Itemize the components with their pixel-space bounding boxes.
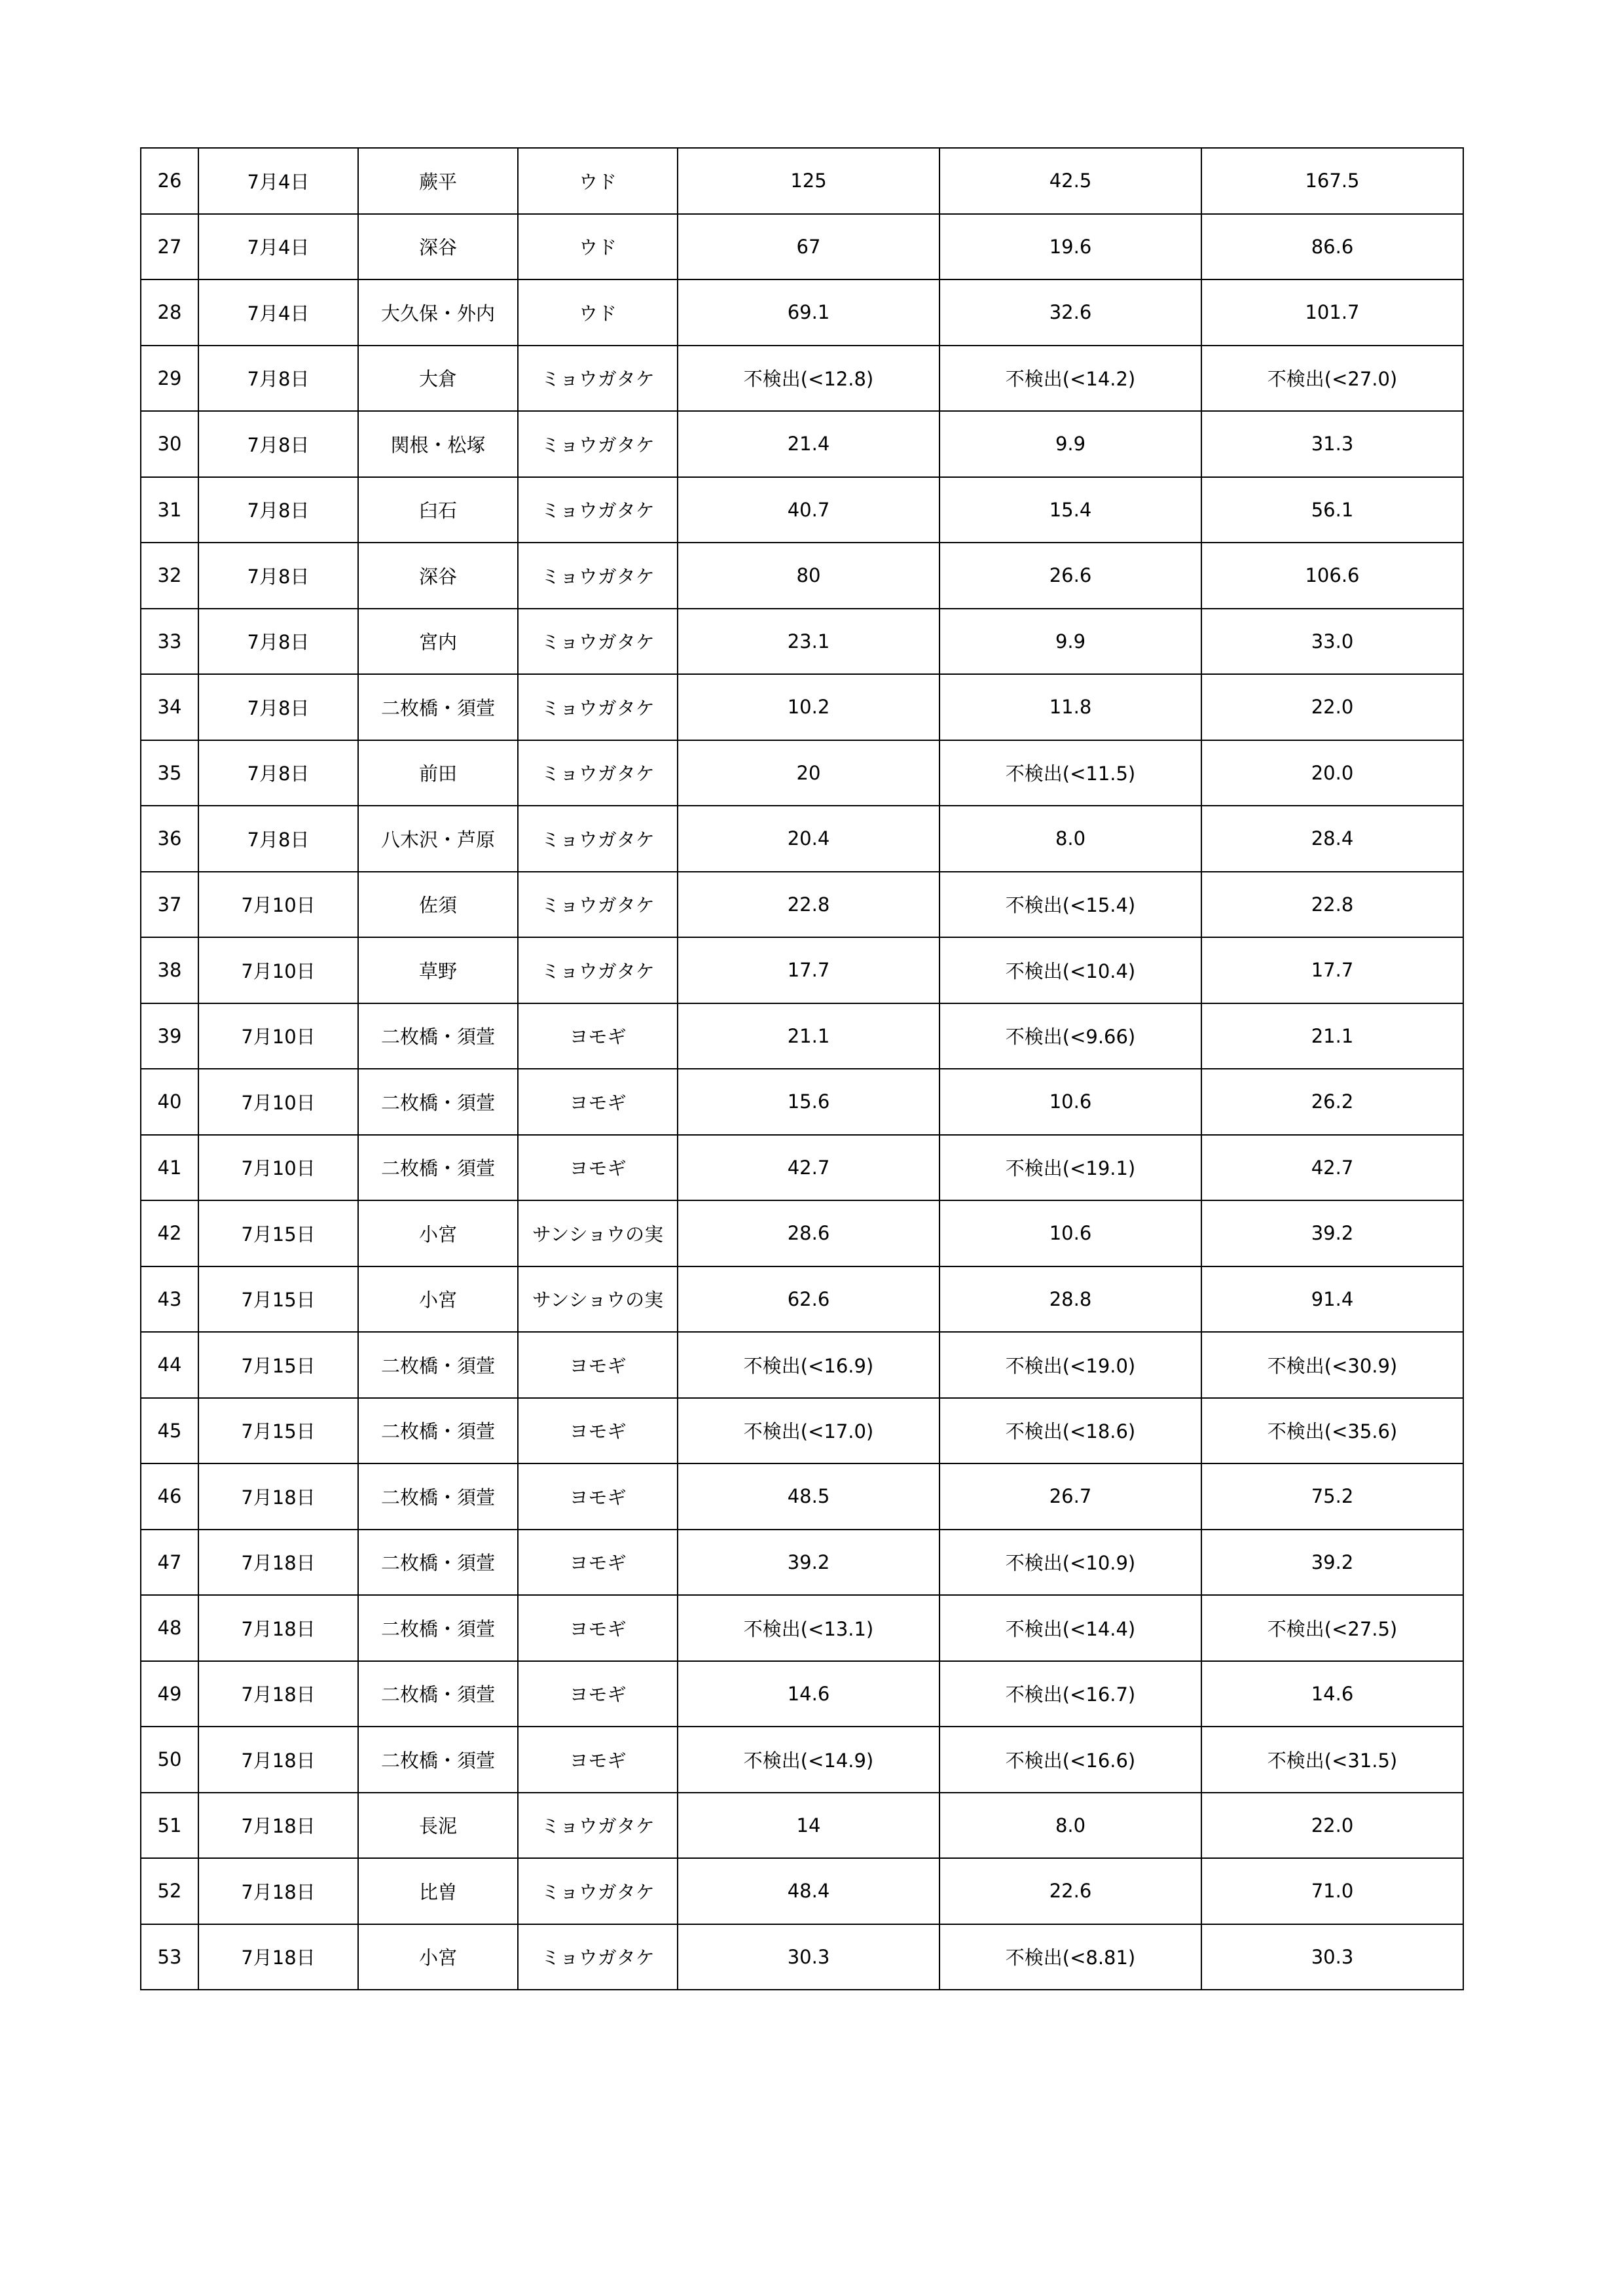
cell-item: ミョウガタケ bbox=[518, 1793, 678, 1859]
cell-date: 7月10日 bbox=[198, 1003, 358, 1069]
cell-value-1: 30.3 bbox=[678, 1924, 939, 1990]
cell-value-1: 67 bbox=[678, 214, 939, 280]
cell-value-1: 15.6 bbox=[678, 1069, 939, 1135]
cell-value-3: 86.6 bbox=[1201, 214, 1463, 280]
cell-item: ミョウガタケ bbox=[518, 1924, 678, 1990]
cell-number: 36 bbox=[141, 806, 198, 872]
cell-value-3: 17.7 bbox=[1201, 937, 1463, 1003]
cell-area: 小宮 bbox=[358, 1924, 518, 1990]
cell-date: 7月10日 bbox=[198, 1135, 358, 1201]
cell-value-2: 28.8 bbox=[939, 1266, 1201, 1333]
cell-value-2: 不検出(<16.7) bbox=[939, 1661, 1201, 1727]
cell-date: 7月18日 bbox=[198, 1793, 358, 1859]
cell-value-2: 22.6 bbox=[939, 1858, 1201, 1924]
cell-number: 46 bbox=[141, 1463, 198, 1530]
cell-item: ミョウガタケ bbox=[518, 937, 678, 1003]
table-body bbox=[141, 148, 1463, 1990]
cell-value-2: 26.7 bbox=[939, 1463, 1201, 1530]
cell-item: ヨモギ bbox=[518, 1398, 678, 1464]
cell-item: ヨモギ bbox=[518, 1595, 678, 1661]
cell-area: 二枚橋・須萱 bbox=[358, 1530, 518, 1596]
cell-area: 二枚橋・須萱 bbox=[358, 1135, 518, 1201]
cell-value-3: 75.2 bbox=[1201, 1463, 1463, 1530]
cell-value-3: 不検出(<30.9) bbox=[1201, 1332, 1463, 1398]
cell-number: 41 bbox=[141, 1135, 198, 1201]
cell-value-1: 21.4 bbox=[678, 411, 939, 477]
cell-date: 7月18日 bbox=[198, 1858, 358, 1924]
table-row bbox=[141, 1530, 1463, 1596]
results-table bbox=[140, 147, 1464, 1990]
cell-date: 7月18日 bbox=[198, 1463, 358, 1530]
cell-value-1: 80 bbox=[678, 543, 939, 609]
cell-number: 26 bbox=[141, 148, 198, 214]
cell-value-1: 48.5 bbox=[678, 1463, 939, 1530]
cell-value-1: 不検出(<17.0) bbox=[678, 1398, 939, 1464]
cell-value-3: 39.2 bbox=[1201, 1200, 1463, 1266]
cell-area: 二枚橋・須萱 bbox=[358, 1398, 518, 1464]
cell-value-3: 22.8 bbox=[1201, 872, 1463, 938]
cell-value-2: 不検出(<10.9) bbox=[939, 1530, 1201, 1596]
cell-value-2: 11.8 bbox=[939, 674, 1201, 740]
cell-item: ヨモギ bbox=[518, 1727, 678, 1793]
cell-date: 7月18日 bbox=[198, 1727, 358, 1793]
cell-value-2: 9.9 bbox=[939, 411, 1201, 477]
cell-value-1: 22.8 bbox=[678, 872, 939, 938]
cell-number: 28 bbox=[141, 279, 198, 346]
table-row bbox=[141, 346, 1463, 412]
cell-value-3: 42.7 bbox=[1201, 1135, 1463, 1201]
cell-date: 7月8日 bbox=[198, 346, 358, 412]
table-row bbox=[141, 740, 1463, 806]
cell-number: 32 bbox=[141, 543, 198, 609]
table-row bbox=[141, 1661, 1463, 1727]
cell-value-2: 不検出(<19.1) bbox=[939, 1135, 1201, 1201]
cell-value-2: 26.6 bbox=[939, 543, 1201, 609]
cell-value-3: 不検出(<31.5) bbox=[1201, 1727, 1463, 1793]
cell-area: 宮内 bbox=[358, 609, 518, 675]
cell-area: 八木沢・芦原 bbox=[358, 806, 518, 872]
table-row bbox=[141, 806, 1463, 872]
cell-value-3: 30.3 bbox=[1201, 1924, 1463, 1990]
cell-item: ヨモギ bbox=[518, 1135, 678, 1201]
cell-number: 34 bbox=[141, 674, 198, 740]
cell-value-1: 42.7 bbox=[678, 1135, 939, 1201]
cell-value-2: 不検出(<10.4) bbox=[939, 937, 1201, 1003]
table-row bbox=[141, 1003, 1463, 1069]
cell-area: 二枚橋・須萱 bbox=[358, 1069, 518, 1135]
cell-item: ヨモギ bbox=[518, 1530, 678, 1596]
cell-item: ヨモギ bbox=[518, 1003, 678, 1069]
cell-value-2: 不検出(<14.4) bbox=[939, 1595, 1201, 1661]
cell-value-2: 9.9 bbox=[939, 609, 1201, 675]
cell-value-2: 不検出(<11.5) bbox=[939, 740, 1201, 806]
cell-value-1: 69.1 bbox=[678, 279, 939, 346]
cell-date: 7月15日 bbox=[198, 1398, 358, 1464]
cell-number: 48 bbox=[141, 1595, 198, 1661]
cell-date: 7月8日 bbox=[198, 609, 358, 675]
table-row bbox=[141, 1858, 1463, 1924]
cell-value-2: 32.6 bbox=[939, 279, 1201, 346]
cell-value-1: 不検出(<14.9) bbox=[678, 1727, 939, 1793]
cell-number: 29 bbox=[141, 346, 198, 412]
cell-value-1: 23.1 bbox=[678, 609, 939, 675]
cell-value-3: 28.4 bbox=[1201, 806, 1463, 872]
cell-number: 52 bbox=[141, 1858, 198, 1924]
table-row bbox=[141, 1069, 1463, 1135]
cell-value-3: 22.0 bbox=[1201, 674, 1463, 740]
cell-value-2: 8.0 bbox=[939, 806, 1201, 872]
cell-item: ミョウガタケ bbox=[518, 609, 678, 675]
cell-item: ヨモギ bbox=[518, 1661, 678, 1727]
cell-value-1: 20.4 bbox=[678, 806, 939, 872]
cell-value-3: 39.2 bbox=[1201, 1530, 1463, 1596]
cell-number: 50 bbox=[141, 1727, 198, 1793]
cell-number: 37 bbox=[141, 872, 198, 938]
cell-value-3: 14.6 bbox=[1201, 1661, 1463, 1727]
cell-value-3: 21.1 bbox=[1201, 1003, 1463, 1069]
cell-value-1: 48.4 bbox=[678, 1858, 939, 1924]
cell-item: ミョウガタケ bbox=[518, 411, 678, 477]
cell-value-3: 33.0 bbox=[1201, 609, 1463, 675]
cell-value-2: 不検出(<19.0) bbox=[939, 1332, 1201, 1398]
cell-value-3: 56.1 bbox=[1201, 477, 1463, 543]
cell-item: サンショウの実 bbox=[518, 1266, 678, 1333]
cell-number: 31 bbox=[141, 477, 198, 543]
table-row bbox=[141, 279, 1463, 346]
cell-item: ヨモギ bbox=[518, 1463, 678, 1530]
cell-area: 大倉 bbox=[358, 346, 518, 412]
cell-date: 7月10日 bbox=[198, 872, 358, 938]
cell-number: 38 bbox=[141, 937, 198, 1003]
cell-value-3: 31.3 bbox=[1201, 411, 1463, 477]
table-row bbox=[141, 1793, 1463, 1859]
cell-number: 45 bbox=[141, 1398, 198, 1464]
table-row bbox=[141, 1332, 1463, 1398]
cell-number: 27 bbox=[141, 214, 198, 280]
table-row bbox=[141, 872, 1463, 938]
cell-value-1: 10.2 bbox=[678, 674, 939, 740]
cell-value-1: 不検出(<12.8) bbox=[678, 346, 939, 412]
cell-value-3: 不検出(<35.6) bbox=[1201, 1398, 1463, 1464]
cell-item: ウド bbox=[518, 279, 678, 346]
cell-item: ミョウガタケ bbox=[518, 346, 678, 412]
table-row bbox=[141, 1595, 1463, 1661]
cell-item: ミョウガタケ bbox=[518, 477, 678, 543]
cell-number: 53 bbox=[141, 1924, 198, 1990]
cell-date: 7月18日 bbox=[198, 1595, 358, 1661]
table-row bbox=[141, 411, 1463, 477]
cell-value-3: 20.0 bbox=[1201, 740, 1463, 806]
cell-number: 33 bbox=[141, 609, 198, 675]
cell-number: 35 bbox=[141, 740, 198, 806]
cell-value-1: 不検出(<13.1) bbox=[678, 1595, 939, 1661]
cell-area: 臼石 bbox=[358, 477, 518, 543]
cell-item: ヨモギ bbox=[518, 1332, 678, 1398]
cell-value-2: 不検出(<18.6) bbox=[939, 1398, 1201, 1464]
cell-value-2: 不検出(<9.66) bbox=[939, 1003, 1201, 1069]
cell-date: 7月4日 bbox=[198, 279, 358, 346]
cell-value-2: 不検出(<15.4) bbox=[939, 872, 1201, 938]
cell-value-1: 21.1 bbox=[678, 1003, 939, 1069]
cell-date: 7月15日 bbox=[198, 1332, 358, 1398]
cell-value-3: 91.4 bbox=[1201, 1266, 1463, 1333]
cell-value-3: 71.0 bbox=[1201, 1858, 1463, 1924]
cell-date: 7月4日 bbox=[198, 148, 358, 214]
cell-value-2: 不検出(<16.6) bbox=[939, 1727, 1201, 1793]
cell-area: 蕨平 bbox=[358, 148, 518, 214]
cell-date: 7月8日 bbox=[198, 411, 358, 477]
cell-item: ウド bbox=[518, 148, 678, 214]
cell-value-1: 39.2 bbox=[678, 1530, 939, 1596]
cell-area: 草野 bbox=[358, 937, 518, 1003]
cell-value-1: 40.7 bbox=[678, 477, 939, 543]
cell-area: 二枚橋・須萱 bbox=[358, 1727, 518, 1793]
cell-area: 比曽 bbox=[358, 1858, 518, 1924]
cell-item: ミョウガタケ bbox=[518, 543, 678, 609]
cell-number: 40 bbox=[141, 1069, 198, 1135]
cell-value-1: 不検出(<16.9) bbox=[678, 1332, 939, 1398]
table-row bbox=[141, 1398, 1463, 1464]
cell-number: 30 bbox=[141, 411, 198, 477]
cell-number: 44 bbox=[141, 1332, 198, 1398]
cell-number: 42 bbox=[141, 1200, 198, 1266]
cell-area: 二枚橋・須萱 bbox=[358, 674, 518, 740]
cell-value-2: 不検出(<14.2) bbox=[939, 346, 1201, 412]
cell-value-1: 14.6 bbox=[678, 1661, 939, 1727]
cell-value-3: 167.5 bbox=[1201, 148, 1463, 214]
cell-value-1: 125 bbox=[678, 148, 939, 214]
cell-date: 7月18日 bbox=[198, 1661, 358, 1727]
cell-date: 7月18日 bbox=[198, 1530, 358, 1596]
cell-area: 二枚橋・須萱 bbox=[358, 1595, 518, 1661]
cell-value-1: 20 bbox=[678, 740, 939, 806]
table-row bbox=[141, 1135, 1463, 1201]
cell-item: ミョウガタケ bbox=[518, 1858, 678, 1924]
table-row bbox=[141, 148, 1463, 214]
cell-area: 佐須 bbox=[358, 872, 518, 938]
table-row bbox=[141, 1463, 1463, 1530]
cell-area: 深谷 bbox=[358, 214, 518, 280]
cell-value-1: 14 bbox=[678, 1793, 939, 1859]
cell-area: 二枚橋・須萱 bbox=[358, 1661, 518, 1727]
cell-area: 小宮 bbox=[358, 1266, 518, 1333]
cell-item: ミョウガタケ bbox=[518, 674, 678, 740]
cell-date: 7月10日 bbox=[198, 937, 358, 1003]
cell-date: 7月8日 bbox=[198, 740, 358, 806]
cell-date: 7月10日 bbox=[198, 1069, 358, 1135]
table-row bbox=[141, 1200, 1463, 1266]
cell-value-1: 62.6 bbox=[678, 1266, 939, 1333]
table-row bbox=[141, 1727, 1463, 1793]
cell-value-3: 不検出(<27.5) bbox=[1201, 1595, 1463, 1661]
cell-number: 39 bbox=[141, 1003, 198, 1069]
cell-number: 49 bbox=[141, 1661, 198, 1727]
cell-area: 小宮 bbox=[358, 1200, 518, 1266]
cell-item: ミョウガタケ bbox=[518, 872, 678, 938]
cell-area: 二枚橋・須萱 bbox=[358, 1003, 518, 1069]
cell-number: 51 bbox=[141, 1793, 198, 1859]
cell-area: 大久保・外内 bbox=[358, 279, 518, 346]
cell-value-2: 10.6 bbox=[939, 1200, 1201, 1266]
cell-number: 47 bbox=[141, 1530, 198, 1596]
cell-value-2: 8.0 bbox=[939, 1793, 1201, 1859]
cell-value-3: 26.2 bbox=[1201, 1069, 1463, 1135]
cell-area: 長泥 bbox=[358, 1793, 518, 1859]
cell-value-2: 42.5 bbox=[939, 148, 1201, 214]
cell-date: 7月8日 bbox=[198, 674, 358, 740]
cell-date: 7月15日 bbox=[198, 1266, 358, 1333]
cell-date: 7月8日 bbox=[198, 543, 358, 609]
cell-date: 7月4日 bbox=[198, 214, 358, 280]
cell-date: 7月15日 bbox=[198, 1200, 358, 1266]
cell-area: 深谷 bbox=[358, 543, 518, 609]
cell-item: ウド bbox=[518, 214, 678, 280]
cell-item: ヨモギ bbox=[518, 1069, 678, 1135]
table-row bbox=[141, 477, 1463, 543]
cell-date: 7月18日 bbox=[198, 1924, 358, 1990]
cell-area: 二枚橋・須萱 bbox=[358, 1332, 518, 1398]
cell-value-3: 22.0 bbox=[1201, 1793, 1463, 1859]
cell-item: サンショウの実 bbox=[518, 1200, 678, 1266]
cell-value-3: 不検出(<27.0) bbox=[1201, 346, 1463, 412]
cell-value-1: 28.6 bbox=[678, 1200, 939, 1266]
cell-value-2: 19.6 bbox=[939, 214, 1201, 280]
cell-area: 二枚橋・須萱 bbox=[358, 1463, 518, 1530]
cell-date: 7月8日 bbox=[198, 806, 358, 872]
table-row bbox=[141, 674, 1463, 740]
cell-value-3: 101.7 bbox=[1201, 279, 1463, 346]
cell-value-1: 17.7 bbox=[678, 937, 939, 1003]
cell-area: 関根・松塚 bbox=[358, 411, 518, 477]
cell-number: 43 bbox=[141, 1266, 198, 1333]
cell-value-2: 10.6 bbox=[939, 1069, 1201, 1135]
cell-date: 7月8日 bbox=[198, 477, 358, 543]
cell-value-3: 106.6 bbox=[1201, 543, 1463, 609]
cell-item: ミョウガタケ bbox=[518, 806, 678, 872]
table-row bbox=[141, 937, 1463, 1003]
cell-item: ミョウガタケ bbox=[518, 740, 678, 806]
table-row bbox=[141, 1266, 1463, 1333]
cell-value-2: 不検出(<8.81) bbox=[939, 1924, 1201, 1990]
table-row bbox=[141, 214, 1463, 280]
cell-area: 前田 bbox=[358, 740, 518, 806]
table-row bbox=[141, 609, 1463, 675]
table-row bbox=[141, 543, 1463, 609]
cell-value-2: 15.4 bbox=[939, 477, 1201, 543]
table-row bbox=[141, 1924, 1463, 1990]
